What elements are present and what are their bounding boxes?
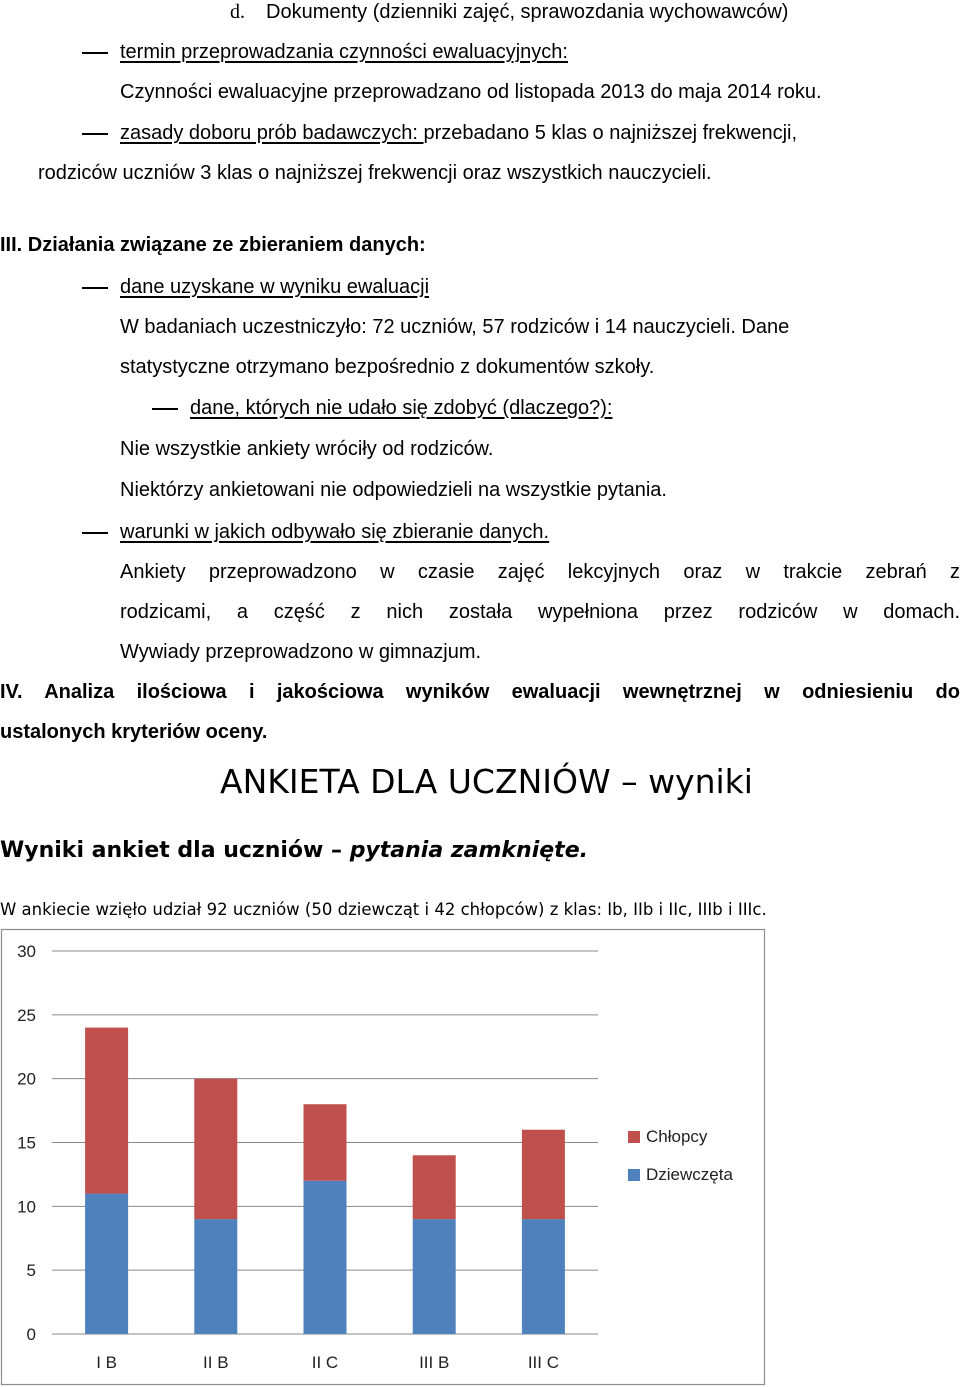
results-heading-main: Wyniki ankiet dla uczniów – — [0, 838, 350, 863]
bar-segment — [304, 1104, 347, 1181]
s3-label-data: dane uzyskane w wyniku ewaluacji — [120, 276, 430, 298]
bullet-text-sampling-cont: rodziców uczniów 3 klas o najniższej frekwencji oraz wszystkich nauczycieli. — [38, 162, 712, 184]
bar-segment — [413, 1219, 456, 1334]
s3-text-missing-2: Niektórzy ankietowani nie odpowiedzieli na wszystkie pytania. — [120, 479, 667, 501]
bullet-label-term: termin przeprowadzania czynności ewaluacyjnych: — [120, 41, 568, 63]
item-d-text: Dokumenty (dzienniki zajęć, sprawozdania wychowawców) — [266, 1, 789, 23]
y-tick-label: 5 — [26, 1261, 36, 1281]
s3-text-conditions-2: rodzicami, a część z nich została wypełniona przez rodziców w domach. — [120, 601, 960, 623]
dash-bullet — [82, 133, 108, 135]
bar-segment — [304, 1181, 347, 1334]
bullet-sampling — [120, 121, 797, 145]
x-tick-label: I B — [96, 1353, 117, 1372]
x-tick-label: III B — [419, 1353, 450, 1372]
bar-segment — [85, 1028, 128, 1194]
s3-label-missing: dane, których nie udało się zdobyć (dlaczego?): — [190, 397, 613, 419]
bullet-text-term: Czynności ewaluacyjne przeprowadzano od listopada 2013 do maja 2014 roku. — [120, 81, 822, 103]
dash-bullet — [82, 532, 108, 534]
y-tick-label: 0 — [26, 1325, 36, 1344]
bar-segment — [85, 1194, 128, 1334]
survey-title: ANKIETA DLA UCZNIÓW – wyniki — [220, 762, 753, 801]
bar-segment — [413, 1155, 456, 1219]
s3-text-conditions-1: Ankiety przeprowadzono w czasie zajęć lekcyjnych oraz w trakcie zebrań z — [120, 561, 960, 583]
s3-text-conditions-3: Wywiady przeprowadzono w gimnazjum. — [120, 641, 482, 663]
section-iv-heading-2: ustalonych kryteriów oceny. — [0, 721, 268, 743]
dash-bullet — [82, 52, 108, 54]
x-tick-label: III C — [527, 1353, 559, 1372]
s3-text-missing-1: Nie wszystkie ankiety wróciły od rodziców. — [120, 438, 494, 460]
section-iii-heading: III. Działania związane ze zbieraniem danych: — [0, 234, 426, 256]
y-tick-label: 30 — [17, 942, 36, 961]
legend-swatch — [628, 1169, 640, 1181]
s3-label-conditions: warunki w jakich odbywało się zbieranie danych. — [120, 521, 550, 543]
results-heading-italic: pytania zamknięte. — [349, 838, 588, 863]
s3-text-data-1: W badaniach uczestniczyło: 72 uczniów, 57 rodziców i 14 nauczycieli. Dane — [120, 316, 790, 338]
participants-text: W ankiecie wzięło udział 92 uczniów (50 dziewcząt i 42 chłopców) z klas: Ib, IIb i IIc, IIIb i IIIc. — [0, 900, 767, 919]
x-tick-label: II C — [311, 1353, 339, 1372]
bar-segment — [194, 1079, 237, 1219]
legend-label: Dziewczęta — [646, 1165, 733, 1184]
y-tick-label: 15 — [17, 1133, 36, 1153]
item-d-marker: d. — [230, 1, 245, 23]
y-tick-label: 25 — [17, 1005, 36, 1025]
results-heading — [0, 836, 588, 866]
x-tick-label: II B — [203, 1353, 229, 1372]
dash-bullet — [82, 287, 108, 289]
y-tick-label: 20 — [17, 1069, 36, 1089]
s3-text-data-2: statystyczne otrzymano bezpośrednio z dokumentów szkoły. — [120, 356, 655, 378]
section-iv-heading-1: IV. Analiza ilościowa i jakościowa wyników ewaluacji wewnętrznej w odniesieniu do — [0, 681, 960, 703]
legend-label: Chłopcy — [646, 1127, 708, 1146]
y-tick-label: 10 — [17, 1197, 36, 1217]
bullet-text-sampling: przebadano 5 klas o najniższej frekwencji, — [423, 122, 798, 144]
bar-segment — [522, 1219, 565, 1334]
legend-swatch — [628, 1131, 640, 1143]
bar-segment — [194, 1219, 237, 1334]
stacked-bar-chart — [0, 928, 768, 1387]
bullet-label-sampling: zasady doboru prób badawczych: — [120, 122, 424, 144]
dash-bullet — [152, 408, 178, 410]
bar-segment — [522, 1130, 565, 1219]
